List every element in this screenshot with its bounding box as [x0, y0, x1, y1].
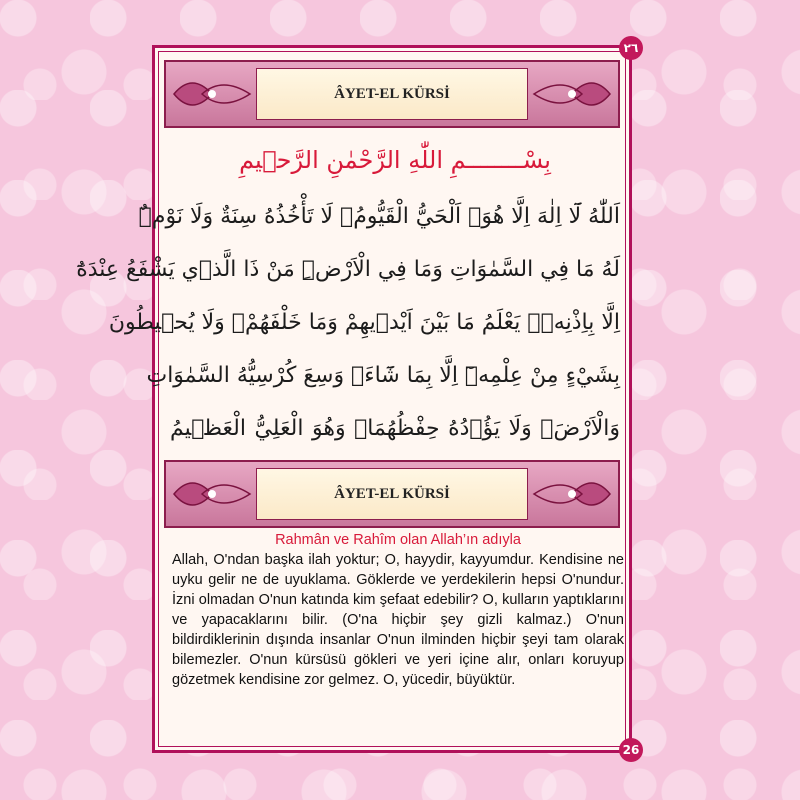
ornament-icon: [172, 70, 252, 118]
section-title: ÂYET-EL KÜRSİ: [334, 85, 450, 102]
banner-title-box: [256, 468, 528, 520]
arabic-line: وَالْاَرْضَۚ وَلَا يَؤُ۫دُهُ حِفْظُهُمَاۚ وَهُوَ الْعَلِيُّ الْعَظ۪يمُ: [170, 416, 620, 441]
ornament-icon: [172, 470, 252, 518]
turkish-translation: [172, 532, 624, 690]
section-title: ÂYET-EL KÜRSİ: [334, 485, 450, 502]
header-banner-bottom: [164, 460, 620, 528]
arabic-line: اِلَّا بِاِذْنِه۪ۜ يَعْلَمُ مَا بَيْنَ اَيْد۪يهِمْ وَمَا خَلْفَهُمْۚ وَلَا يُح۪يطُونَ: [108, 310, 620, 335]
arabic-line: لَهُ مَا فِي السَّمٰوَاتِ وَمَا فِي الْاَرْضِۜ مَنْ ذَا الَّذ۪ي يَشْفَعُ عِنْدَهُٓ: [76, 257, 620, 282]
basmala: بِسْــــــــمِ اللّٰهِ الرَّحْمٰنِ الرَّح۪يمِ: [239, 146, 551, 174]
ornament-icon: [532, 470, 612, 518]
header-banner-top: [164, 60, 620, 128]
page-number-bottom: 26: [619, 738, 643, 762]
arabic-line: اَللّٰهُ لَٓا اِلٰهَ اِلَّا هُوَۚ اَلْحَيُّ الْقَيُّومُۚ لَا تَأْخُذُهُ سِنَةٌ وَلَا نَوْمٌۜ: [138, 204, 620, 229]
arabic-text-block: [76, 138, 620, 456]
translation-heading: Rahmân ve Rahîm olan Allah’ın adıyla: [275, 532, 521, 548]
page-number-top: ٢٦: [619, 36, 643, 60]
arabic-line: بِشَيْءٍ مِنْ عِلْمِه۪ٓ اِلَّا بِمَا شَٓاءَۚ وَسِعَ كُرْسِيُّهُ السَّمٰوَاتِ: [146, 363, 620, 388]
banner-title-box: [256, 68, 528, 120]
ornament-icon: [532, 70, 612, 118]
translation-body: Allah, O'ndan başka ilah yoktur; O, hayydir, kayyumdur. Kendisine ne uyku gelir ne de uyuklama. Göklerde ve yerdekilerin hepsi O'nundur. İzni olmadan O'nun katında kim şefaat edebilir? O, kulların yaptıklarını ve yapacaklarını bilir. (O'na hiçbir şey gizli kalmaz.) O'nun bildirdiklerinin dışında insanlar O'nun ilminden hiçbir şeyi tam olarak bilemezler. O'nun kürsüsü gökleri ve yeri içine alır, onları koruyup gözetmek kendisine zor gelmez. O, yücedir, büyüktür.: [172, 552, 624, 688]
